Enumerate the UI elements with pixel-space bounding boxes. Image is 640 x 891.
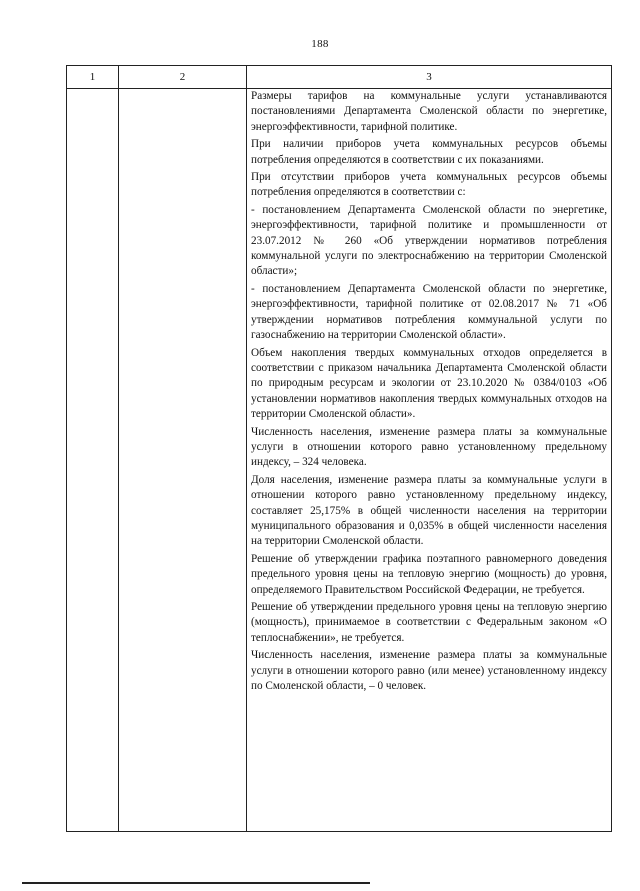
column-header-1: 1: [67, 66, 119, 89]
paragraph-population-zero: Численность населения, изменение размера платы за коммунальные услуги в отношении которого равно (или менее) установленному индексу по Смоленской области, – 0 человек.: [251, 649, 607, 693]
paragraph-heat-price: Решение об утверждении предельного уровня цены на тепловую энергию (мощность), принимаемое в соответствии с Федеральным законом «О теплоснабжении», не требуется.: [251, 601, 607, 644]
table-cell-col2: [119, 89, 247, 832]
paragraph-meters-absent: При отсутствии приборов учета коммунальных ресурсов объемы потребления определяются в соответствии с:: [251, 171, 607, 199]
paragraph-resolution-260: - постановлением Департамента Смоленской области по энергетике, энергоэффективности, тарифной политике и промышленности от 23.07.2012 № 260 «Об утверждении нормативов потребления коммунальной услуги по электроснабжению на территории Смоленской области»;: [251, 203, 607, 278]
column-header-2: 2: [119, 66, 247, 89]
paragraph-meters-present: При наличии приборов учета коммунальных ресурсов объемы потребления определяются в соответствии с их показаниями.: [251, 138, 607, 166]
paragraph-population-share: Доля населения, изменение размера платы за коммунальные услуги в отношении которого равно установленному предельному индексу, составляет 25,175% в общей численности населения на территории муниципального образования и 0,035% в общей численности населения на территории Смоленской области.: [251, 473, 607, 548]
table-cell-col1: [67, 89, 119, 832]
document-table: [66, 65, 612, 832]
paragraph-waste: Объем накопления твердых коммунальных отходов определяется в соответствии с приказом начальника Департамента Смоленской области по природным ресурсам и экологии от 23.10.2020 № 0384/0103 «Об установлении нормативов накопления твердых коммунальных отходов на территории Смоленской области».: [251, 346, 607, 421]
column-header-3: 3: [247, 66, 612, 89]
footer-rule: [22, 882, 370, 884]
cell-text-block: [247, 89, 611, 694]
paragraph-resolution-71: - постановлением Департамента Смоленской области по энергетике, энергоэффективности, тарифной политике от 02.08.2017 № 71 «Об утверждении нормативов потребления коммунальной услуги по газоснабжению на территории Смоленской области».: [251, 282, 607, 342]
paragraph-population-count: Численность населения, изменение размера платы за коммунальные услуги в отношении которого равно установленному предельному индексу, – 324 человека.: [251, 425, 607, 469]
paragraph-heat-schedule: Решение об утверждении графика поэтапного равномерного доведения предельного уровня цены на тепловую энергию (мощность) до уровня, определяемого Правительством Российской Федерации, не требуется.: [251, 552, 607, 596]
page-number: 188: [311, 38, 329, 50]
table-row: [67, 89, 612, 832]
paragraph-tariffs: Размеры тарифов на коммунальные услуги устанавливаются постановлениями Департамента Смоленской области по энергетике, энергоэффективности, тарифной политике.: [251, 90, 607, 133]
table-cell-col3: [247, 89, 612, 832]
table-header-row: [67, 66, 612, 89]
